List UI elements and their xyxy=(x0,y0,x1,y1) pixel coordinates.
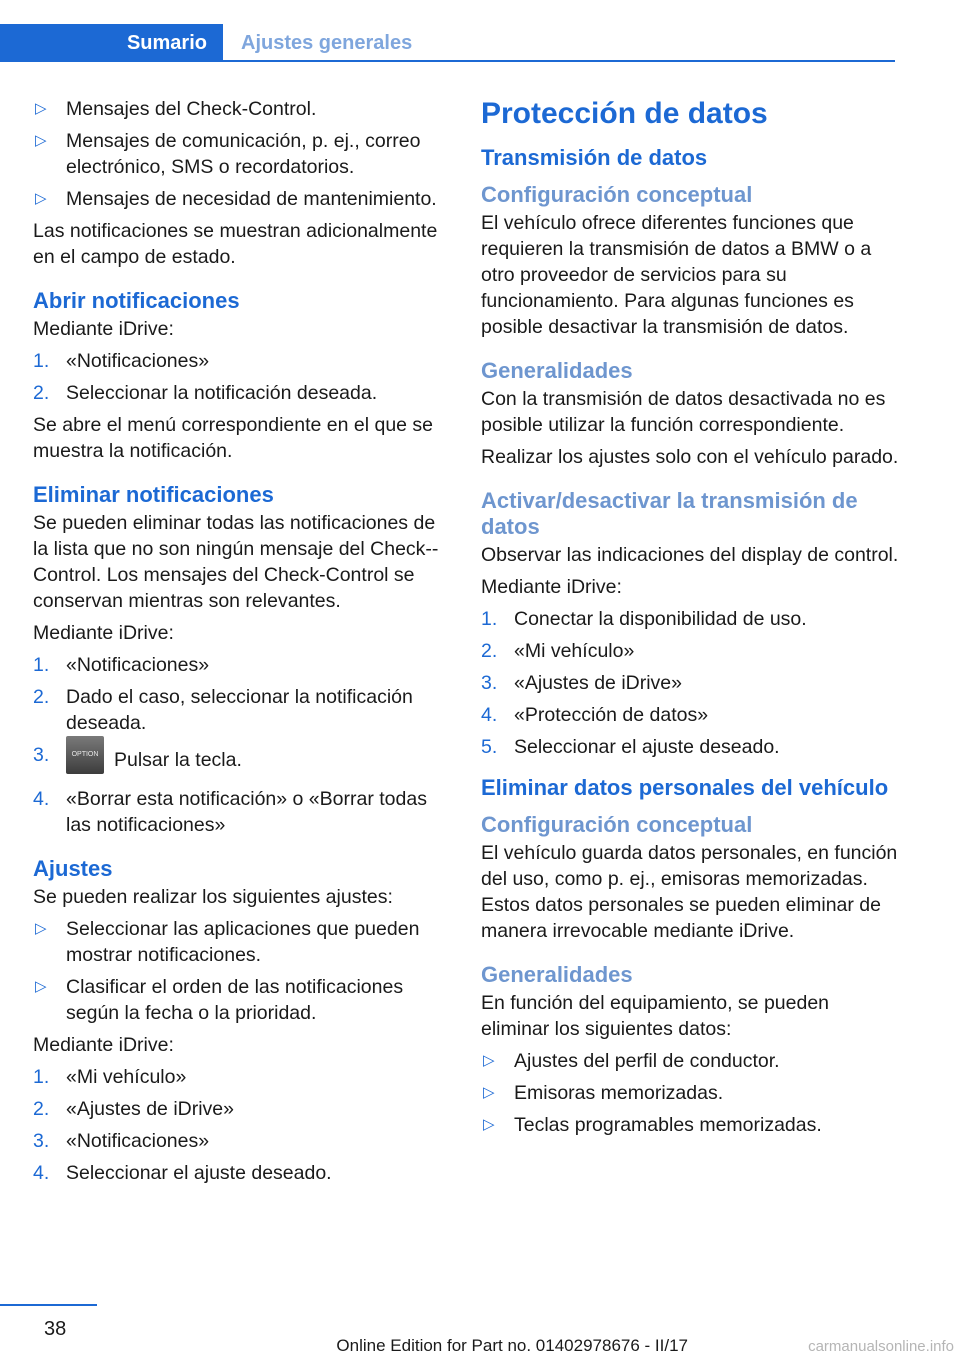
header-rule xyxy=(0,60,895,62)
heading-delete-notifications: Eliminar notificaciones xyxy=(33,482,274,507)
list-item: 1. «Notificaciones» xyxy=(33,350,210,372)
settings-steps xyxy=(33,1064,451,1186)
list-item: 3. OPTION Pulsar la tecla. xyxy=(33,742,451,780)
heading-settings: Ajustes xyxy=(33,856,113,881)
list-item: ▷ Teclas programables memorizadas. xyxy=(483,1114,822,1136)
idrive-lead: Mediante iDrive: xyxy=(33,318,174,340)
heading-concept: Configuración conceptual xyxy=(481,182,753,207)
list-item: 1. «Notificaciones» xyxy=(33,654,210,676)
idrive-lead: Mediante iDrive: xyxy=(481,576,622,598)
list-item: ▷ Mensajes de comunicación, p. ej., correo electrónico, SMS o recordatorios. xyxy=(35,130,421,178)
running-header xyxy=(0,24,895,62)
open-result-text: Se abre el menú correspondiente en el que se muestra la notificación. xyxy=(33,414,434,462)
list-item: ▷ Ajustes del perfil de conductor. xyxy=(483,1050,780,1072)
list-item: ▷ Mensajes de necesidad de mantenimiento. xyxy=(35,188,437,210)
heading-data-transmission: Transmisión de datos xyxy=(481,145,708,170)
list-item: 1. Conectar la disponibilidad de uso. xyxy=(481,608,807,630)
list-item: 2. Seleccionar la notificación deseada. xyxy=(33,382,378,404)
left-column xyxy=(33,96,451,1192)
heading-data-protection: Protección de datos xyxy=(481,97,768,130)
list-item: 3. «Notificaciones» xyxy=(33,1130,210,1152)
general-text-1: Con la transmisión de datos desactivada no es posible utilizar la función correspondiente. xyxy=(481,388,886,436)
concept-text-2: El vehículo guarda datos personales, en función del uso, como p. ej., emisoras memorizadas. Estos datos personales se pueden eliminar de manera irrevocable mediante iDrive. xyxy=(481,842,898,942)
list-item: 4. «Protección de datos» xyxy=(481,704,709,726)
idrive-lead: Mediante iDrive: xyxy=(33,622,174,644)
list-item: 4. «Borrar esta notificación» o «Borrar todas las notificaciones» xyxy=(33,788,427,836)
footer-rule xyxy=(0,1304,97,1306)
triangle-bullet-icon: ▷ xyxy=(35,132,47,149)
delete-text: Se pueden eliminar todas las notificaciones de la lista que no son ningún mensaje del Check--Control. Los mensajes del Check-Control se conservan mientras son relevantes. xyxy=(33,512,439,612)
list-item: 2. «Ajustes de iDrive» xyxy=(33,1098,234,1120)
list-item: ▷ Seleccionar las aplicaciones que pueden mostrar notificaciones. xyxy=(35,918,420,966)
right-column xyxy=(481,96,899,1144)
settings-lead: Se pueden realizar los siguientes ajustes: xyxy=(33,886,393,908)
heading-toggle-transmission: Activar/desactivar la transmisión de datos xyxy=(481,488,858,539)
tab-section-title[interactable]: Ajustes generales xyxy=(241,31,413,54)
general-text-3: En función del equipamiento, se pueden eliminar los siguientes datos: xyxy=(481,992,830,1040)
toggle-text: Observar las indicaciones del display de control. xyxy=(481,544,899,566)
delete-data-bullets xyxy=(481,1048,899,1138)
triangle-bullet-icon: ▷ xyxy=(35,190,47,207)
tab-sumario[interactable]: Sumario xyxy=(0,24,223,62)
heading-general: Generalidades xyxy=(481,358,633,383)
toggle-steps xyxy=(481,606,899,760)
list-item: 1. «Mi vehículo» xyxy=(33,1066,187,1088)
list-item: 2. «Mi vehículo» xyxy=(481,640,635,662)
watermark: carmanualsonline.info xyxy=(808,1338,954,1355)
list-item: ▷ Emisoras memorizadas. xyxy=(483,1082,724,1104)
general-text-2: Realizar los ajustes solo con el vehículo parado. xyxy=(481,446,899,468)
triangle-bullet-icon: ▷ xyxy=(35,920,47,937)
list-item: ▷ Mensajes del Check-Control. xyxy=(35,98,317,120)
open-steps xyxy=(33,348,451,406)
intro-bullet-list xyxy=(33,96,451,212)
page-number: 38 xyxy=(44,1318,67,1340)
list-item: 5. Seleccionar el ajuste deseado. xyxy=(481,736,780,758)
idrive-lead: Mediante iDrive: xyxy=(33,1034,174,1056)
list-item: 3. «Ajustes de iDrive» xyxy=(481,672,682,694)
list-item: 4. Seleccionar el ajuste deseado. xyxy=(33,1162,332,1184)
triangle-bullet-icon: ▷ xyxy=(35,100,47,117)
list-item: 2. Dado el caso, seleccionar la notificación deseada. xyxy=(33,686,413,734)
triangle-bullet-icon: ▷ xyxy=(483,1116,495,1133)
triangle-bullet-icon: ▷ xyxy=(35,978,47,995)
triangle-bullet-icon: ▷ xyxy=(483,1084,495,1101)
heading-general-2: Generalidades xyxy=(481,962,633,987)
intro-text: Las notificaciones se muestran adicionalmente en el campo de estado. xyxy=(33,220,438,268)
list-item: ▷ Clasificar el orden de las notificaciones según la fecha o la prioridad. xyxy=(35,976,404,1024)
option-key-icon: OPTION xyxy=(66,736,104,774)
delete-steps xyxy=(33,652,451,838)
edition-note: Online Edition for Part no. 01402978676 - II/17 xyxy=(336,1336,688,1355)
heading-concept-2: Configuración conceptual xyxy=(481,812,753,837)
heading-delete-personal-data: Eliminar datos personales del vehículo xyxy=(481,775,889,800)
settings-bullets xyxy=(33,916,451,1026)
heading-open-notifications: Abrir notificaciones xyxy=(33,288,240,313)
triangle-bullet-icon: ▷ xyxy=(483,1052,495,1069)
concept-text: El vehículo ofrece diferentes funciones que requieren la transmisión de datos a BMW o a otro proveedor de servicios para su funcionamiento. Para algunas funciones es posible desactivar la transmisión de datos. xyxy=(481,212,872,338)
